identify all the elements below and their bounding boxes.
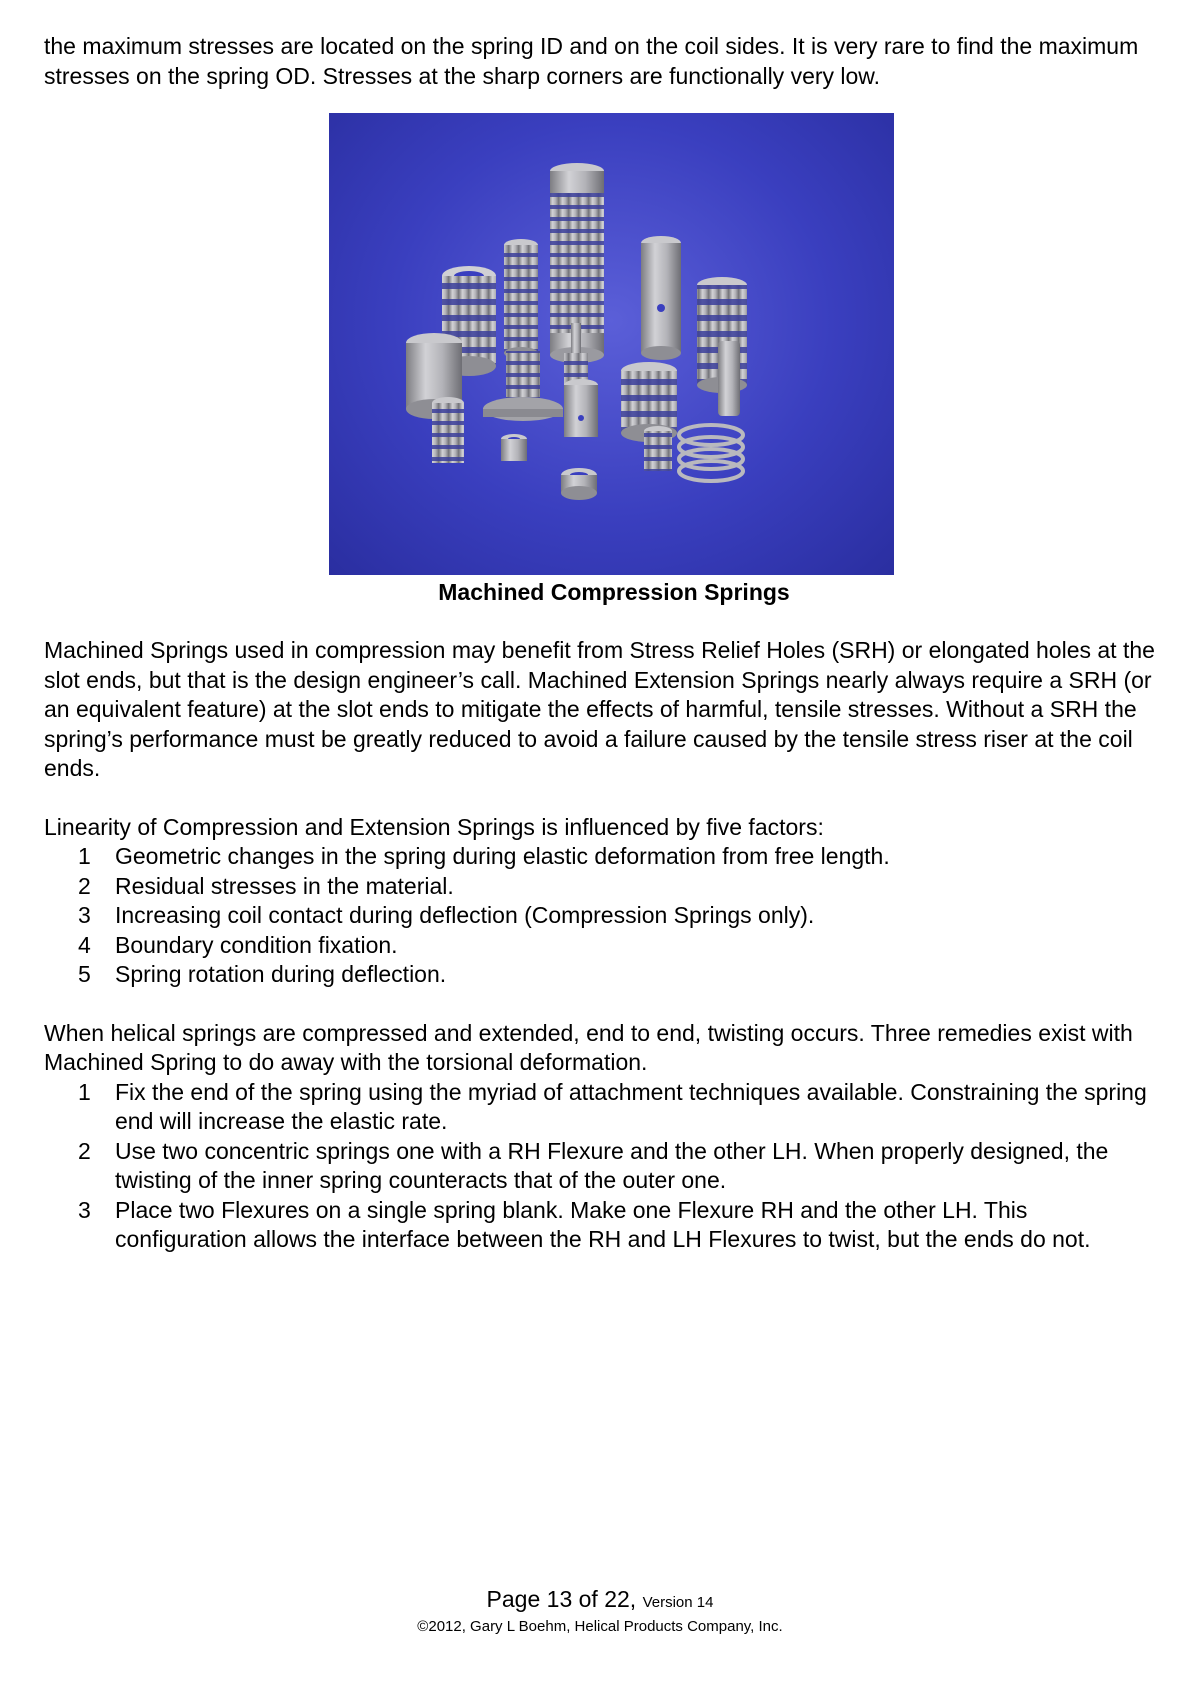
list-item: 2 Use two concentric springs one with a RH Flexure and the other LH. When properly designed, the twisting of the inner spring counteracts that of the outer one. bbox=[78, 1137, 1109, 1193]
version-label: Version 14 bbox=[642, 1594, 714, 1611]
middle-tube bbox=[564, 379, 598, 437]
copyright: ©2012, Gary L Boehm, Helical Products Company, Inc. bbox=[417, 1618, 783, 1635]
page-number-line bbox=[0, 1585, 1200, 1617]
intro-paragraph: the maximum stresses are located on the spring ID and on the coil sides. It is very rare to find the maximum stresses on the spring OD. Stresses at the sharp corners are functionally very low. bbox=[44, 33, 1139, 89]
springs-photo bbox=[329, 113, 894, 575]
lower-left-spring bbox=[432, 397, 464, 463]
list-item: 1 Fix the end of the spring using the myriad of attachment techniques available. Constraining the spring end will increase the elastic rate. bbox=[78, 1078, 1147, 1134]
small-ring bbox=[501, 434, 527, 461]
figure-caption: Machined Compression Springs bbox=[438, 579, 790, 605]
linearity-intro: Linearity of Compression and Extension Springs is influenced by five factors: bbox=[44, 813, 824, 840]
wire-coil-spring bbox=[679, 425, 743, 481]
list-item: 2 Residual stresses in the material. bbox=[78, 872, 454, 899]
srh-paragraph: Machined Springs used in compression may benefit from Stress Relief Holes (SRH) or elongated holes at the slot ends, but that is the design engineer’s call. Machined Extension Springs nearly always require a SRH (or an equivalent feature) at the slot ends to mitigate the effects of harmful, tensile stresses. Without a SRH the spring’s performance must be greatly reduced to avoid a failure caused by the tensile stress riser at the coil ends. bbox=[44, 637, 1155, 781]
page-number: Page 13 of 22, bbox=[486, 1586, 637, 1612]
twisting-intro: When helical springs are compressed and extended, end to end, twisting occurs. Three remedies exist with Machined Spring to do away with the torsional deformation. bbox=[44, 1019, 1133, 1075]
rod-spring bbox=[718, 341, 740, 416]
bottom-ring bbox=[561, 468, 597, 500]
document-page bbox=[44, 32, 1164, 1255]
list-item: 1 Geometric changes in the spring during elastic deformation from free length. bbox=[78, 843, 890, 869]
page-footer bbox=[0, 1585, 1200, 1637]
left-coil-spring bbox=[504, 239, 538, 359]
list-item: 3 Increasing coil contact during deflection (Compression Springs only). bbox=[78, 902, 815, 928]
twisting-list bbox=[44, 1078, 1164, 1255]
hex-cylinder-spring bbox=[641, 236, 681, 360]
linearity-list bbox=[44, 842, 1164, 990]
list-item: 3 Place two Flexures on a single spring blank. Make one Flexure RH and the other LH. This configuration allows the interface between the RH and LH Flexures to twist, but the ends do not. bbox=[78, 1196, 1091, 1252]
list-item: 5 Spring rotation during deflection. bbox=[78, 961, 447, 987]
small-slotted-spring bbox=[644, 426, 672, 471]
list-item: 4 Boundary condition fixation. bbox=[78, 931, 398, 958]
springs-illustration bbox=[329, 113, 894, 575]
